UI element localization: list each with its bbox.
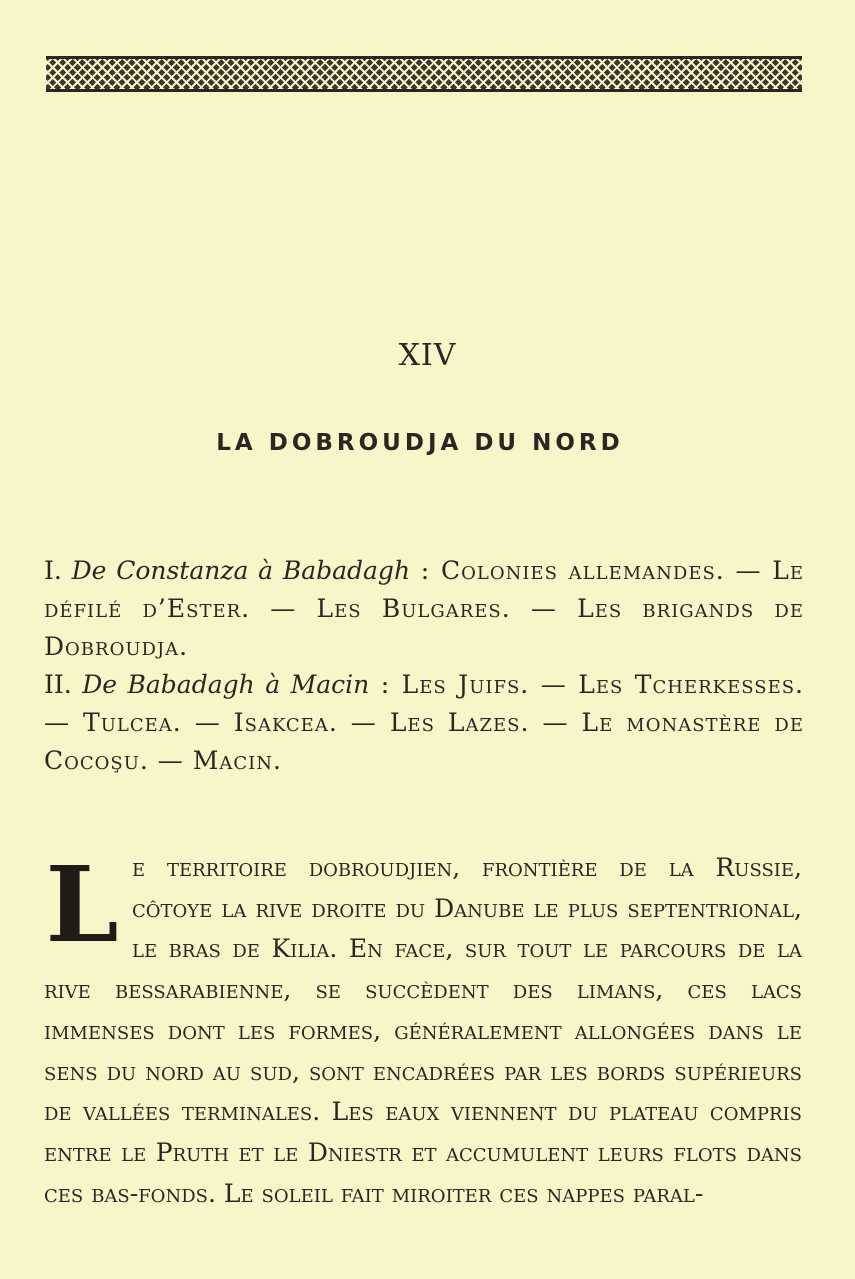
drop-cap: L xyxy=(45,843,119,966)
summary-item-text: : Les Juifs. — Les Tcherkesses. — Tulcea. — Isakcea. — Les Lazes. — Le monastère de Cocoşu. — Macin. xyxy=(44,670,804,775)
summary-item xyxy=(44,552,804,666)
summary-item-number: I. xyxy=(44,556,62,585)
body-paragraph xyxy=(44,843,802,1214)
body-text: e territoire dobroudjien, frontière de la Russie, côtoye la rive droite du Danube le plus septentrional, le bras de Kilia. En face, sur tout le parcours de la rive bessarabienne, se succèdent des limans, ces lacs immenses dont les formes, généralement allongées dans le sens du nord au sud, sont encadrées par les bords supérieurs de vallées terminales. Les eaux viennent du plateau compris entre le Pruth et le Dniestr et accumulent leurs flots dans ces bas-fonds. Le soleil fait miroiter ces nappes paral- xyxy=(44,853,802,1208)
summary-item-text: : Colonies allemandes. — Le défilé d’Ester. — Les Bulgares. — Les brigands de Dobroudja. xyxy=(44,556,804,661)
chapter-number: XIV xyxy=(398,338,457,373)
summary-item-route: De Constanza à Babadagh xyxy=(71,556,411,585)
summary-item-route: De Babadagh à Macin xyxy=(82,670,370,699)
drop-cap-space xyxy=(44,843,132,968)
header-ornament xyxy=(46,56,802,92)
summary-item-number: II. xyxy=(44,670,72,699)
chapter-summary xyxy=(44,552,804,780)
chapter-title: LA DOBROUDJA DU NORD xyxy=(216,430,624,456)
summary-item xyxy=(44,666,804,780)
